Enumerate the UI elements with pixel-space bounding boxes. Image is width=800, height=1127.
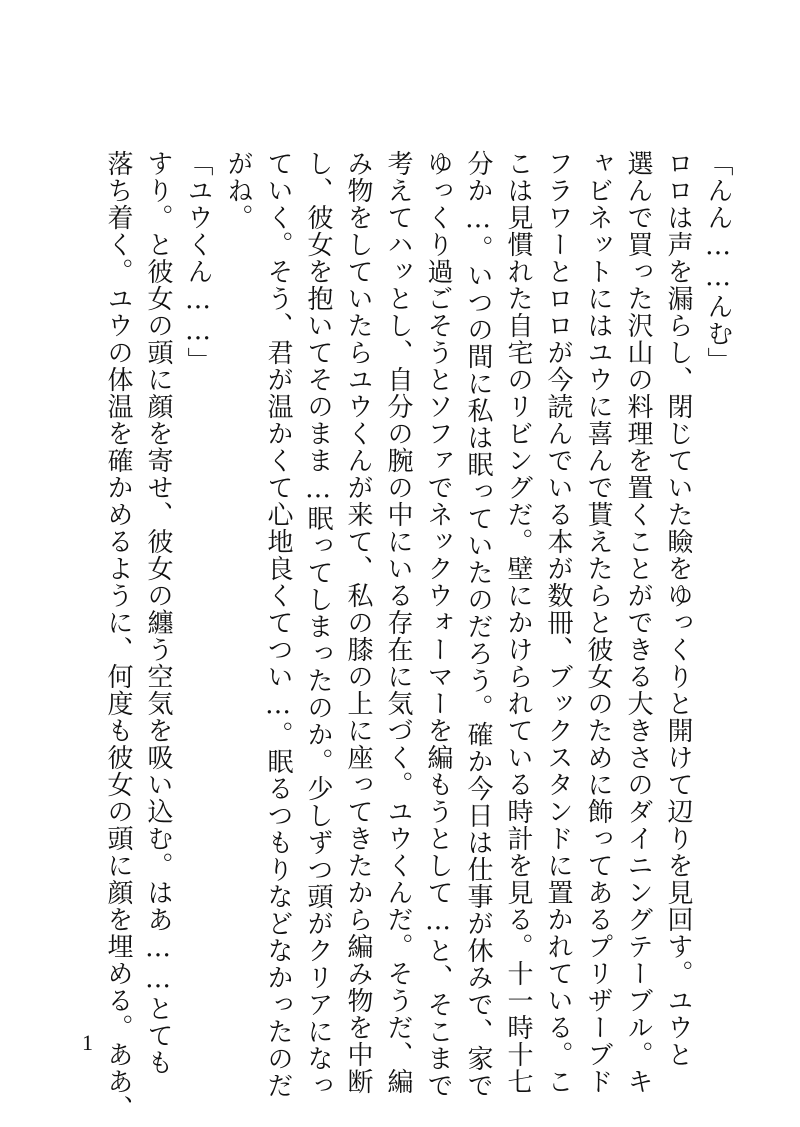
text-line: 「んん……んむ」 bbox=[703, 150, 733, 374]
text-line: すり。と彼女の頭に顔を寄せ、彼女の纏う空気を吸い込む。はあ……とても bbox=[143, 150, 173, 1076]
text-line: ャビネットにはユウに喜んで貰えたらと彼女のために飾ってあるプリザーブド bbox=[583, 150, 613, 1095]
text-line: み物をしていたらユウくんが来て、私の膝の上に座ってきたから編み物を中断 bbox=[343, 150, 373, 1095]
text-line: ゆっくり過ごそうとソファでネックウォーマーを編もうとして…と、そこまで bbox=[423, 150, 453, 1099]
text-line: ロロは声を漏らし、閉じていた瞼をゆっくりと開けて辺りを見回す。ユウと bbox=[663, 150, 693, 1068]
text-line: こは見慣れた自宅のリビングだ。壁にかけられている時計を見る。十一時十七 bbox=[503, 150, 533, 1095]
text-line: 落ち着く。ユウの体温を確かめるように、何度も彼女の頭に顔を埋める。ああ、 bbox=[103, 150, 133, 1122]
text-line: し、彼女を抱いてそのまま…眠ってしまったのか。少しずつ頭がクリアになっ bbox=[303, 150, 333, 1099]
text-line: 「ユウくん……」 bbox=[183, 150, 213, 374]
text-line: 分か…。いつの間に私は眠っていたのだろう。確か今日は仕事が休みで、家で bbox=[463, 150, 493, 1099]
vertical-text-body bbox=[98, 150, 738, 1122]
text-line: フラワーとロロが今読んでいる本が数冊、ブックスタンドに置かれている。こ bbox=[543, 150, 573, 1095]
text-line: ていく。そう、君が温かくて心地良くてつい…。眠るつもりなどなかったのだ bbox=[263, 150, 293, 1099]
text-line: がね。 bbox=[223, 150, 253, 231]
text-line: 考えてハッとし、自分の腕の中にいる存在に気づく。ユウくんだ。そうだ、編 bbox=[383, 150, 413, 1095]
page-number: 1 bbox=[82, 1030, 93, 1055]
text-line: 選んで買った沢山の料理を置くことができる大きさのダイニングテーブル。キ bbox=[623, 150, 653, 1095]
